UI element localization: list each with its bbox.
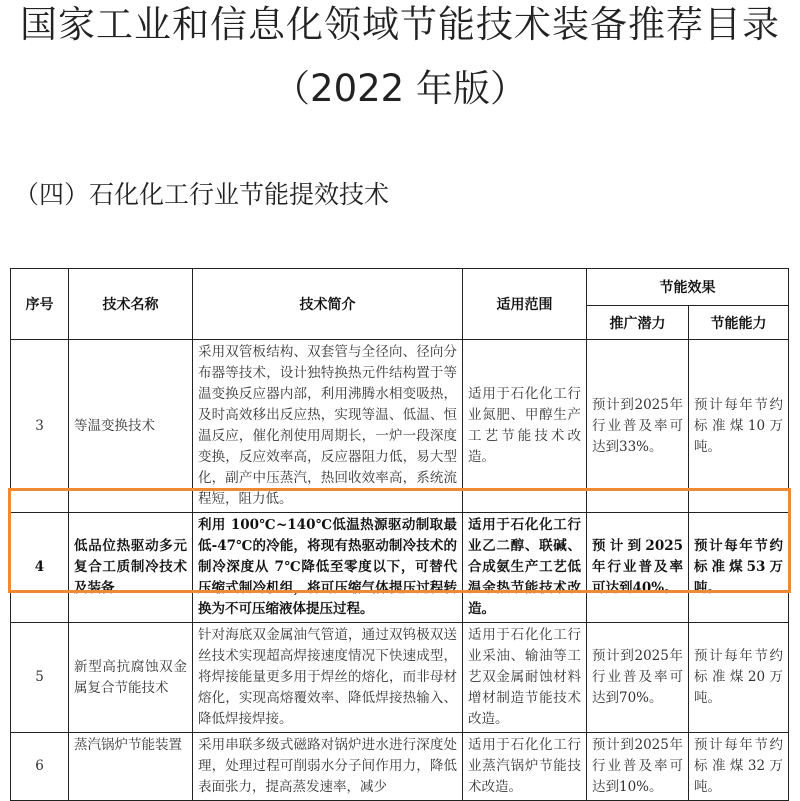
header-seq: 序号 [11, 269, 69, 340]
row-name-text: 低品位热驱动多元复合工质制冷技术及装备 [74, 538, 187, 596]
row-potential [587, 623, 689, 733]
row-name-text: 蒸汽锅炉节能装置 [74, 737, 182, 753]
row-name-text: 等温变换技术 [74, 417, 155, 434]
row-capacity [689, 623, 789, 733]
row-capacity-text: 预计每年节约标准煤20万吨。 [694, 648, 783, 706]
header-effect: 节能效果 [587, 269, 789, 306]
header-name: 技术名称 [69, 269, 193, 340]
row-name [69, 513, 193, 623]
row-capacity [689, 513, 789, 623]
row-name [69, 340, 193, 513]
table-row [11, 623, 789, 733]
document-edition: （2022 年版） [273, 67, 527, 110]
row-intro-text: 采用串联多级式磁路对锅炉进水进行深度处理，处理过程可削弱水分子间作用力，降低表面张力，提高蒸发速率，减少 [198, 737, 457, 795]
table-row [11, 340, 789, 513]
technology-table [10, 268, 789, 801]
row-name [69, 623, 193, 733]
row-scope [463, 733, 587, 801]
row-intro-text: 利用 100℃~140℃低温热源驱动制取最低-47℃的冷能，将现有热驱动制冷技术的制冷深度从 7℃降低至零度以下，可替代压缩式制冷机组，将可压缩气体提压过程转换为不可压缩液体提压过程。 [198, 517, 457, 617]
row-potential [587, 340, 689, 513]
row-scope [463, 513, 587, 623]
row-seq: 5 [11, 623, 69, 733]
row-scope [463, 340, 587, 513]
table-row [11, 733, 789, 801]
row-name [69, 733, 193, 801]
row-intro-text: 采用双管板结构、双套管与全径向、径向分布器等技术，设计独特换热元件结构置于等温变换反应器内部，利用沸腾水相变吸热，及时高效移出反应热，实现等温、低温、恒温反应，催化剂使用周期长，一炉一段深度变换，反应效率高，反应器阻力低，易大型化，副产中压蒸汽，热回收效率高，系统流程短，阻力低。 [198, 344, 457, 507]
row-intro-text: 针对海底双金属油气管道，通过双钨极双送丝技术实现超高焊接速度情况下快速成型，将焊接能量更多用于焊丝的熔化，而非母材熔化，实现高熔覆效率、降低焊接热输入、降低焊接焊接。 [198, 627, 457, 727]
row-name-text: 新型高抗腐蚀双金属复合节能技术 [74, 658, 187, 696]
section-heading: （四）石化化工行业节能提效技术 [14, 180, 390, 209]
row-potential-text: 预计到2025年行业普及率可达到33%。 [592, 396, 683, 455]
row-intro [193, 733, 463, 801]
row-potential-text: 预计到2025年行业普及率可达到10%。 [592, 737, 683, 795]
row-scope-text: 适用于石化化工行业蒸汽锅炉节能技术改造。 [468, 737, 581, 795]
row-intro [193, 623, 463, 733]
row-scope-text: 适用于石化化工行业乙二醇、联碱、合成氨生产工艺低温余热节能技术改造。 [468, 517, 581, 617]
header-intro: 技术简介 [193, 269, 463, 340]
row-potential [587, 733, 689, 801]
document-title: 国家工业和信息化领域节能技术装备推荐目录 [20, 3, 780, 46]
row-capacity [689, 733, 789, 801]
row-potential-text: 预计到2025年行业普及率可达到40%。 [592, 538, 683, 596]
row-capacity-text: 预计每年节约标准煤32万吨。 [694, 737, 783, 795]
row-scope-text: 适用于石化化工行业采油、输油等工艺双金属耐蚀材料增材制造节能技术改造。 [468, 627, 581, 727]
row-intro [193, 513, 463, 623]
header-capacity: 节能能力 [689, 306, 789, 340]
row-potential-text: 预计到2025年行业普及率可达到70%。 [592, 648, 683, 706]
header-scope: 适用范围 [463, 269, 587, 340]
row-seq: 4 [11, 513, 69, 623]
row-capacity [689, 340, 789, 513]
row-seq: 6 [11, 733, 69, 801]
table-row-highlighted [11, 513, 789, 623]
row-seq: 3 [11, 340, 69, 513]
row-intro [193, 340, 463, 513]
row-scope-text: 适用于石化化工行业氮肥、甲醇生产工艺节能技术改造。 [468, 386, 581, 465]
header-potential: 推广潜力 [587, 306, 689, 340]
row-potential [587, 513, 689, 623]
row-scope [463, 623, 587, 733]
row-capacity-text: 预计每年节约标准煤10万吨。 [694, 396, 783, 455]
row-capacity-text: 预计每年节约标准煤53万吨。 [694, 538, 783, 596]
